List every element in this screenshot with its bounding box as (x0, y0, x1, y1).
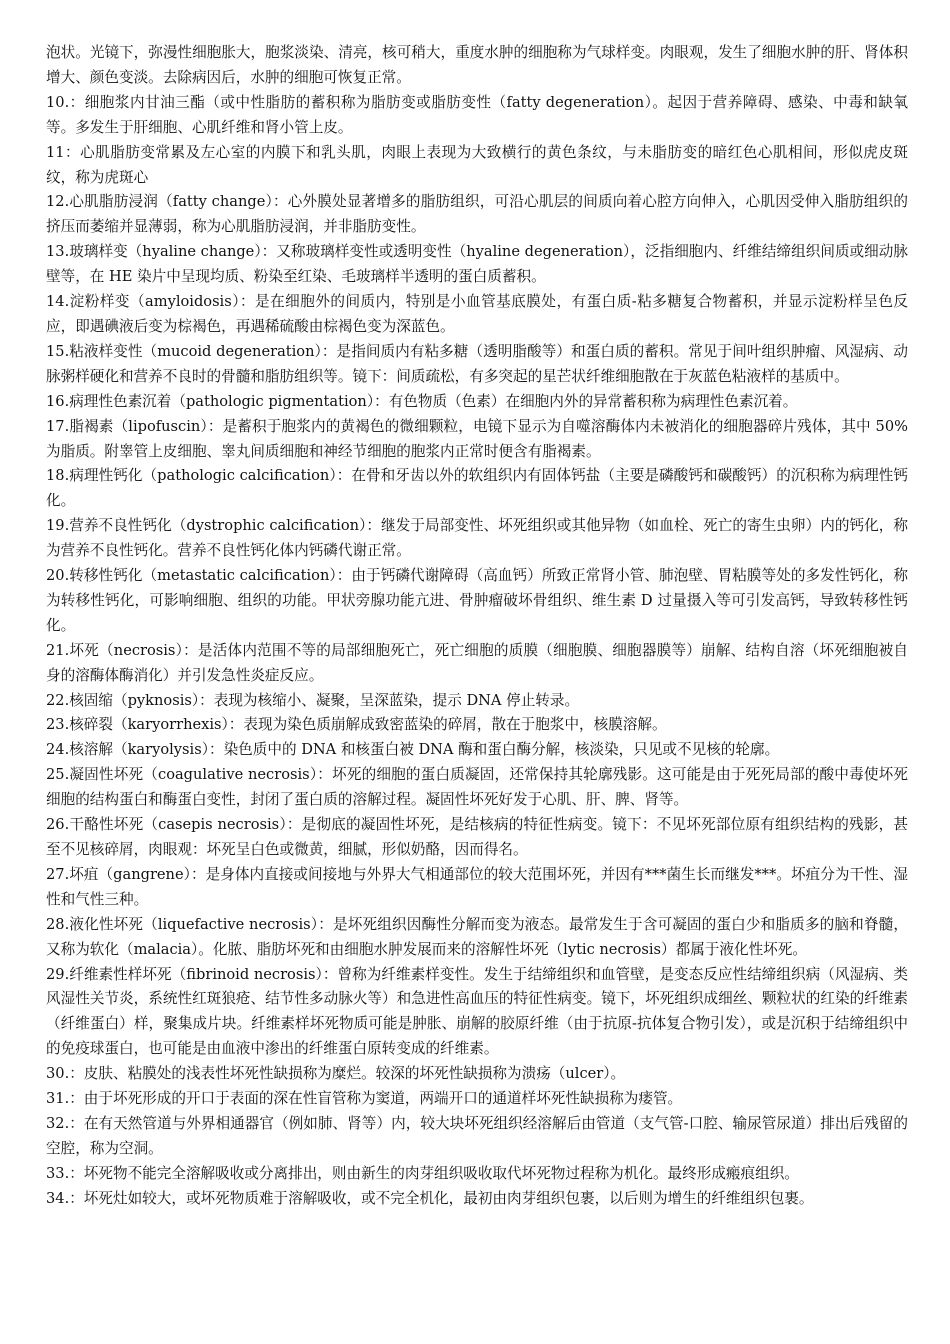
paragraph-18: 18.病理性钙化（pathologic calcification）：在骨和牙齿以外的软组织内有固体钙盐（主要是磷酸钙和碳酸钙）的沉积称为病理性钙化。 (46, 467, 908, 510)
document-page (46, 41, 908, 1212)
paragraph-16: 16.病理性色素沉着（pathologic pigmentation）：有色物质（色素）在细胞内外的异常蓄积称为病理性色素沉着。 (46, 392, 798, 410)
paragraph-31: 31.：由于坏死形成的开口于表面的深在性盲管称为窦道，两端开口的通道样坏死性缺损称为瘘管。 (46, 1090, 683, 1108)
paragraph-33: 33.：坏死物不能完全溶解吸收或分离排出，则由新生的肉芽组织吸收取代坏死物过程称为机化。最终形成瘢痕组织。 (46, 1164, 799, 1182)
paragraph-10: 10.：细胞浆内甘油三酯（或中性脂肪的蓄积称为脂肪变或脂肪变性（fatty degeneration）。起因于营养障碍、感染、中毒和缺氧等。多发生于肝细胞、心肌纤维和肾小管上皮。 (46, 93, 908, 136)
paragraph-34: 34.：坏死灶如较大，或坏死物质难于溶解吸收，或不完全机化，最初由肉芽组织包裹，以后则为增生的纤维组织包裹。 (46, 1189, 814, 1207)
paragraph-15: 15.粘液样变性（mucoid degeneration）：是指间质内有粘多糖（透明脂酸等）和蛋白质的蓄积。常见于间叶组织肿瘤、风湿病、动脉粥样硬化和营养不良时的骨髓和脂肪组织等。镜下：间质疏松，有多突起的星芒状纤维细胞散在于灰蓝色粘液样的基质中。 (46, 342, 908, 385)
paragraph-20: 20.转移性钙化（metastatic calcification）：由于钙磷代谢障碍（高血钙）所致正常肾小管、肺泡壁、胃粘膜等处的多发性钙化，称为转移性钙化，可影响细胞、组织的功能。甲状旁腺功能亢进、骨肿瘤破坏骨组织、维生素 D 过量摄入等可引发高钙，导致转移性钙化。 (46, 567, 908, 634)
paragraph-19: 19.营养不良性钙化（dystrophic calcification）：继发于局部变性、坏死组织或其他异物（如血栓、死亡的寄生虫卵）内的钙化，称为营养不良性钙化。营养不良性钙化体内钙磷代谢正常。 (46, 517, 908, 560)
paragraph-26: 26.干酪性坏死（casepis necrosis）：是彻底的凝固性坏死，是结核病的特征性病变。镜下：不见坏死部位原有组织结构的残影，甚至不见核碎屑，肉眼观：坏死呈白色或微黄，细腻，形似奶酪，因而得名。 (46, 816, 908, 858)
paragraph-21: 21.坏死（necrosis）：是活体内范围不等的局部细胞死亡，死亡细胞的质膜（细胞膜、细胞器膜等）崩解、结构自溶（坏死细胞被自身的溶酶体酶消化）并引发急性炎症反应。 (46, 641, 908, 684)
paragraph-14: 14.淀粉样变（amyloidosis）：是在细胞外的间质内，特别是小血管基底膜处，有蛋白质-粘多糖复合物蓄积，并显示淀粉样呈色反应，即遇碘液后变为棕褐色，再遇稀硫酸由棕褐色变为深蓝色。 (46, 293, 908, 335)
paragraph-32: 32.：在有天然管道与外界相通器官（例如肺、肾等）内，较大块坏死组织经溶解后由管道（支气管-口腔、输尿管尿道）排出后残留的空腔，称为空洞。 (46, 1114, 908, 1157)
paragraph-13: 13.玻璃样变（hyaline change）：又称玻璃样变性或透明变性（hyaline degeneration），泛指细胞内、纤维结缔组织间质或细动脉壁等，在 HE 染片中呈现均质、粉染至红染、毛玻璃样半透明的蛋白质蓄积。 (46, 243, 908, 286)
paragraph-29: 29.纤维素性样坏死（fibrinoid necrosis）：曾称为纤维素样变性。发生于结缔组织和血管壁，是变态反应性结缔组织病（风湿病、类风湿性关节炎，系统性红斑狼疮、结节性多动脉火等）和急进性高血压的特征性病变。镜下，坏死组织成细丝、颗粒状的红染的纤维素（纤维蛋白）样，聚集成片块。纤维素样坏死物质可能是肿胀、崩解的胶原纤维（由于抗原-抗体复合物引发），或是沉积于结缔组织中的免疫球蛋白，也可能是由血液中渗出的纤维蛋白原转变成的纤维素。 (46, 965, 908, 1058)
paragraph-24: 24.核溶解（karyolysis）：染色质中的 DNA 和核蛋白被 DNA 酶和蛋白酶分解，核淡染，只见或不见核的轮廓。 (46, 741, 780, 759)
paragraph-12: 12.心肌脂肪浸润（fatty change）：心外膜处显著增多的脂肪组织，可沿心肌层的间质向着心腔方向伸入，心肌因受伸入脂肪组织的挤压而萎缩并显薄弱，称为心肌脂肪浸润，并非脂肪变性。 (46, 193, 908, 236)
paragraph-11: 11：心肌脂肪变常累及左心室的内膜下和乳头肌，肉眼上表现为大致横行的黄色条纹，与未脂肪变的暗红色心肌相间，形似虎皮斑纹，称为虎斑心 (46, 143, 908, 186)
paragraph-27: 27.坏疽（gangrene）：是身体内直接或间接地与外界大气相通部位的较大范围坏死，并因有***菌生长而继发***。坏疽分为干性、湿性和气性三种。 (46, 865, 908, 908)
paragraph-continuation: 泡状。光镜下，弥漫性细胞胀大，胞浆淡染、清亮，核可稍大，重度水肿的细胞称为气球样变。肉眼观，发生了细胞水肿的肝、肾体积增大、颜色变淡。去除病因后，水肿的细胞可恢复正常。 (46, 44, 908, 86)
paragraph-28: 28.液化性坏死（liquefactive necrosis）：是坏死组织因酶性分解而变为液态。最常发生于含可凝固的蛋白少和脂质多的脑和脊髓，又称为软化（malacia）。化脓、脂肪坏死和由细胞水肿发展而来的溶解性坏死（lytic necrosis）都属于液化性坏死。 (46, 915, 908, 958)
paragraph-25: 25.凝固性坏死（coagulative necrosis）：坏死的细胞的蛋白质凝固，还常保持其轮廓残影。这可能是由于死死局部的酸中毒使坏死细胞的结构蛋白和酶蛋白变性，封闭了蛋白质的溶解过程。凝固性坏死好发于心肌、肝、脾、肾等。 (46, 766, 908, 809)
paragraph-17: 17.脂褐素（lipofuscin）：是蓄积于胞浆内的黄褐色的微细颗粒，电镜下显示为自噬溶酶体内未被消化的细胞器碎片残体，其中 50%为脂质。附睾管上皮细胞、睾丸间质细胞和神经节细胞的胞浆内正常时便含有脂褐素。 (46, 417, 908, 460)
paragraph-22: 22.核固缩（pyknosis）：表现为核缩小、凝聚，呈深蓝染，提示 DNA 停止转录。 (46, 691, 580, 709)
paragraph-23: 23.核碎裂（karyorrhexis）：表现为染色质崩解成致密蓝染的碎屑，散在于胞浆中，核膜溶解。 (46, 716, 667, 734)
paragraph-30: 30.：皮肤、粘膜处的浅表性坏死性缺损称为糜烂。较深的坏死性缺损称为溃疡（ulcer）。 (46, 1065, 626, 1083)
